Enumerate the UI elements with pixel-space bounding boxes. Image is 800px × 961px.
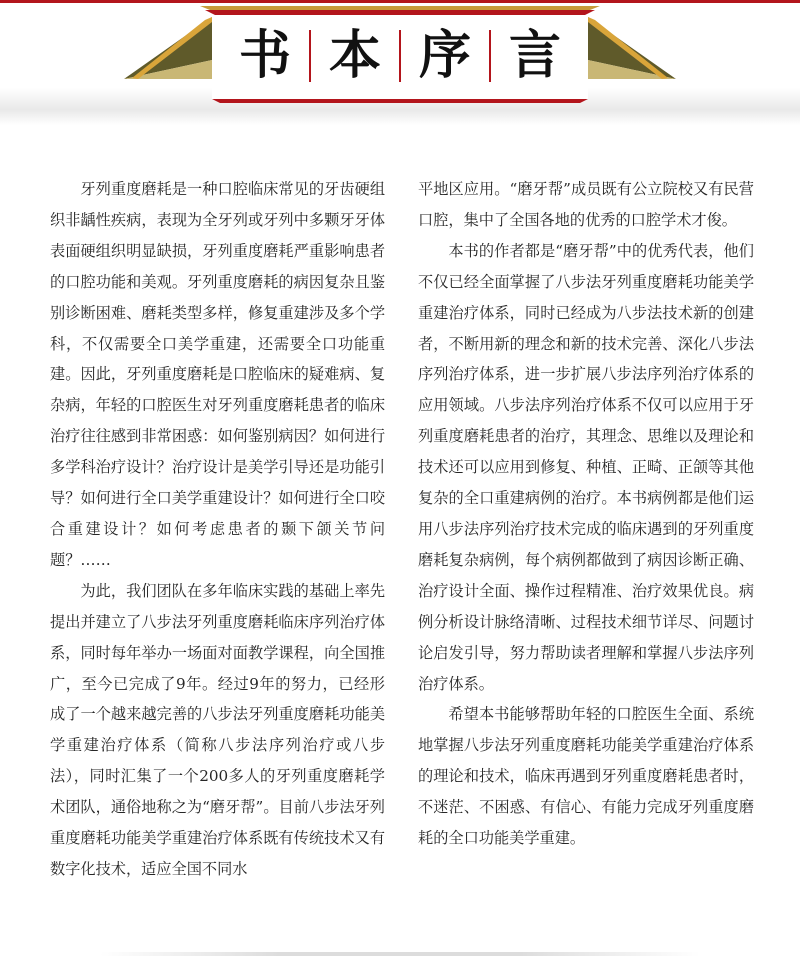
title-char: 书 bbox=[238, 26, 291, 86]
top-red-bar bbox=[0, 0, 800, 3]
paragraph: 本书的作者都是“磨牙帮”中的优秀代表，他们不仅已经全面掌握了八步法牙列重度磨耗功能美学重建治疗体系，同时已经成为八步法技术新的创建者，不断用新的理念和新的技术完善、深化八步法序列治疗体系，进一步扩展八步法序列治疗体系的应用领域。八步法序列治疗体系不仅可以应用于牙列重度磨耗患者的治疗，其理念、思维以及理论和技术还可以应用到修复、种植、正畸、正颌等其他复杂的全口重建病例的治疗。本书病例都是他们运用八步法序列治疗技术完成的临床遇到的牙列重度磨耗复杂病例，每个病例都做到了病因诊断正确、治疗设计全面、操作过程精准、治疗效果优良。病例分析设计脉络清晰、过程技术细节详尽、问题讨论启发引导，努力帮助读者理解和掌握八步法序列治疗体系。 bbox=[418, 241, 754, 693]
page-title bbox=[212, 14, 588, 98]
paragraph: 希望本书能够帮助年轻的口腔医生全面、系统地掌握八步法牙列重度磨耗功能美学重建治疗体系的理论和技术，临床再遇到牙列重度磨耗患者时，不迷茫、不困惑、有信心、有能力完成牙列重度磨耗的全口功能美学重建。 bbox=[418, 705, 754, 848]
banner-top-gold-line bbox=[200, 6, 600, 10]
title-char: 序 bbox=[418, 26, 471, 86]
title-char: 言 bbox=[508, 26, 561, 86]
paragraph-continuation: 平地区应用。“磨牙帮”成员既有公立院校又有民营口腔，集中了全国各地的优秀的口腔学术才俊。 bbox=[418, 180, 754, 229]
paragraph: 牙列重度磨耗是一种口腔临床常见的牙齿硬组织非龋性疾病，表现为全牙列或牙列中多颗牙牙体表面硬组织明显缺损，牙列重度磨耗严重影响患者的口腔功能和美观。牙列重度磨耗的病因复杂且鉴别诊断困难、磨耗类型多样，修复重建涉及多个学科，不仅需要全口美学重建，还需要全口功能重建。因此，牙列重度磨耗是口腔临床的疑难病、复杂病，年轻的口腔医生对牙列重度磨耗患者的临床治疗往往感到非常困惑：如何鉴别病因？如何进行多学科治疗设计？治疗设计是美学引导还是功能引导？如何进行全口美学重建设计？如何进行全口咬合重建设计？如何考虑患者的颞下颌关节问题？…… bbox=[50, 180, 385, 569]
right-column bbox=[418, 174, 754, 854]
bottom-divider bbox=[100, 952, 700, 956]
left-column bbox=[50, 174, 385, 885]
paragraph: 为此，我们团队在多年临床实践的基础上率先提出并建立了八步法牙列重度磨耗临床序列治疗体系，同时每年举办一场面对面教学课程，向全国推广，至今已完成了9年。经过9年的努力，已经形成了一个越来越完善的八步法牙列重度磨耗功能美学重建治疗体系（简称八步法序列治疗或八步法），同时汇集了一个200多人的牙列重度磨耗学术团队，通俗地称之为“磨牙帮”。目前八步法牙列重度磨耗功能美学重建治疗体系既有传统技术又有数字化技术，适应全国不同水 bbox=[50, 581, 385, 878]
title-char: 本 bbox=[328, 26, 381, 86]
banner-bottom-red-band bbox=[212, 99, 588, 103]
